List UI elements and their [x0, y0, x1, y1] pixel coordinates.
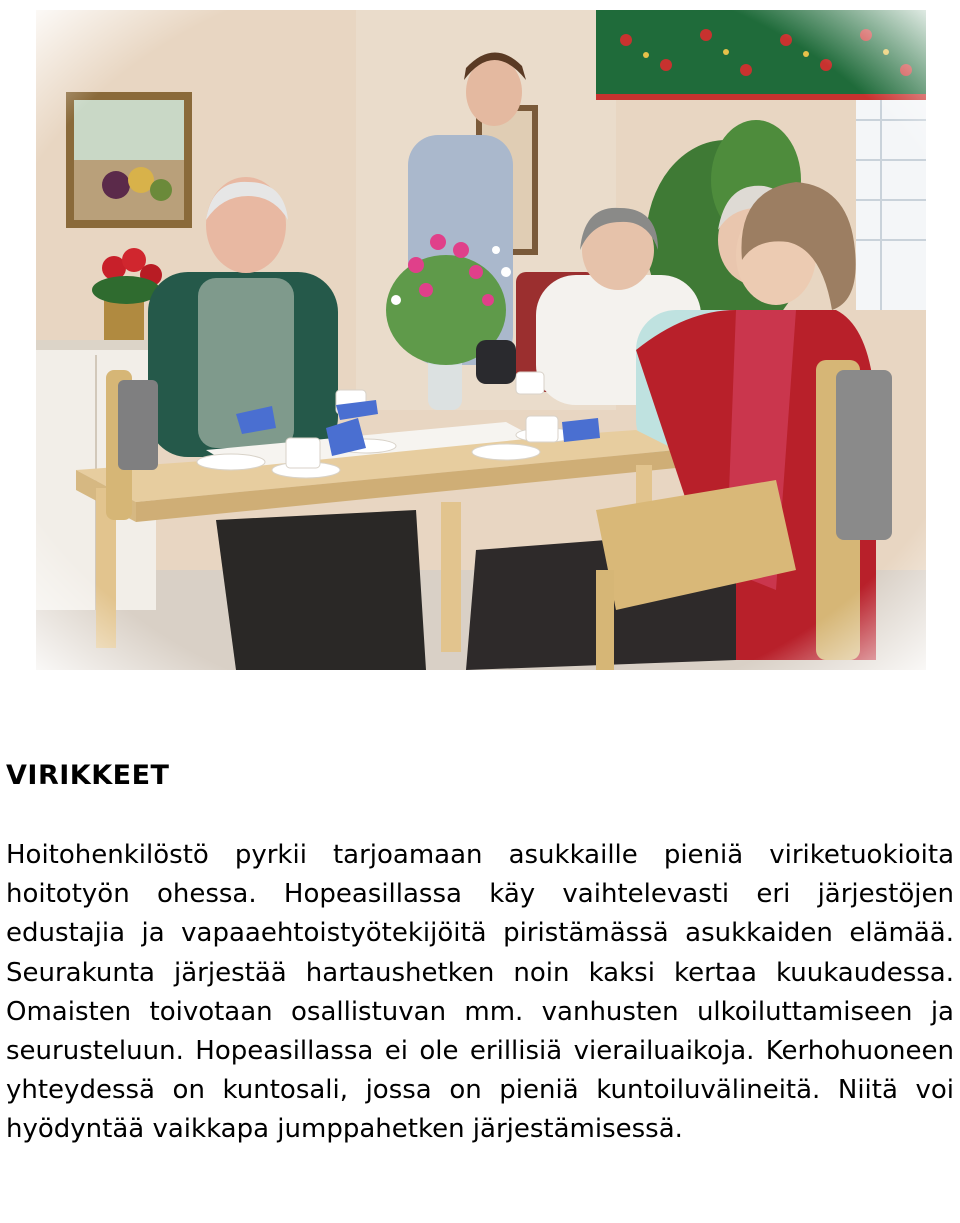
section-heading: VIRIKKEET: [6, 760, 170, 791]
article-photo: [36, 10, 926, 670]
body-paragraph: Hoitohenkilöstö pyrkii tarjoamaan asukkaille pieniä viriketuokioita hoitotyön ohessa. Hopeasillassa käy vaihtelevasti eri järjestöjen edustajia ja vapaaehtoistyötekijöitä piristämässä asukkaiden elämää. Seurakunta järjestää hartaushetken noin kaksi kertaa kuukaudessa. Omaisten toivotaan osallistuvan mm. vanhusten ulkoiluttamiseen ja seurusteluun. Hopeasillassa ei ole erillisiä vierailuaikoja. Kerhohuoneen yhteydessä on kuntosali, jossa on pieniä kuntoiluvälineitä. Niitä voi hyödyntää vaikkapa jumppahetken järjestämisessä.: [6, 840, 954, 1145]
